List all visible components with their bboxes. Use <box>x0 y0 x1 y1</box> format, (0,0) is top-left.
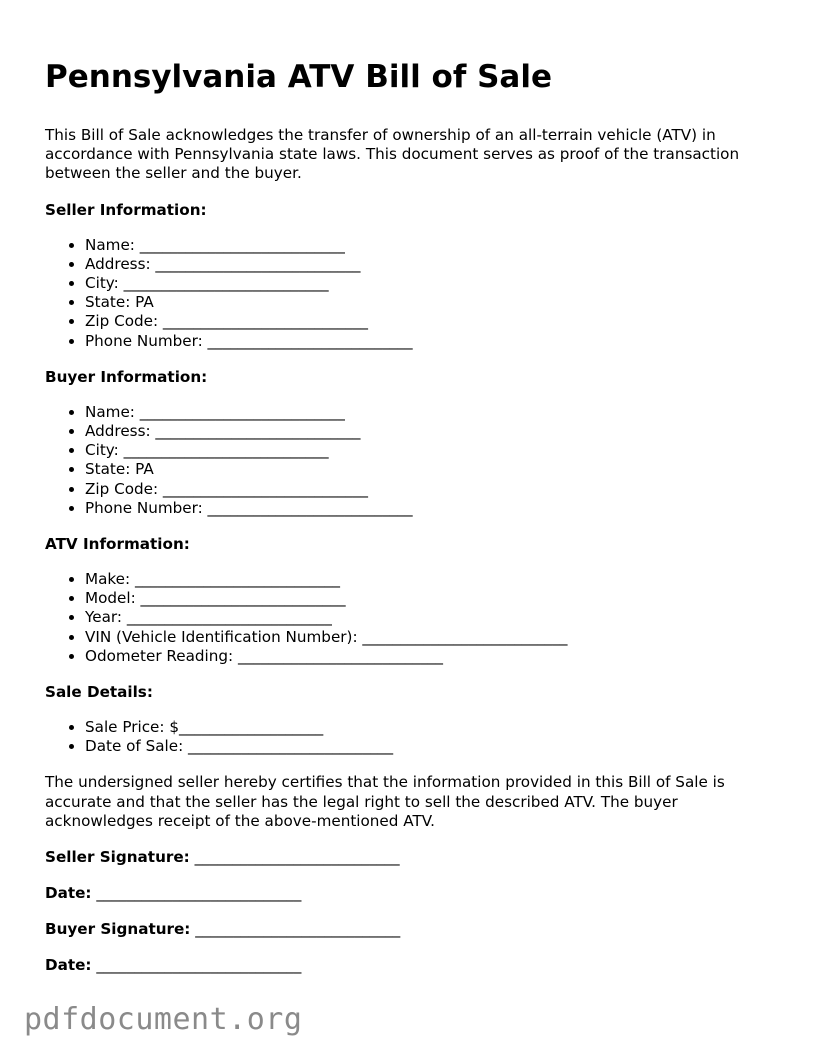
seller-signature-blank[interactable]: ___________________________ <box>194 848 400 867</box>
certification-paragraph: The undersigned seller hereby certifies that the information provided in this Bill of Sale is accurate and that the seller has the legal right to sell the described ATV. The buyer acknowledges receipt of the above-mentioned ATV. <box>45 773 725 830</box>
buyer-date-label: Date: <box>45 956 92 975</box>
seller-date-line[interactable] <box>45 884 780 903</box>
atv-model-field[interactable]: • Model: ___________________________ <box>85 589 780 608</box>
buyer-name-field[interactable]: • Name: ___________________________ <box>85 403 780 422</box>
sale-heading: Sale Details: <box>45 683 153 702</box>
buyer-phone-field[interactable]: • Phone Number: ___________________________ <box>85 499 780 518</box>
seller-section <box>45 201 780 351</box>
seller-phone-field[interactable]: • Phone Number: ___________________________ <box>85 332 780 351</box>
atv-make-field[interactable]: • Make: ___________________________ <box>85 570 780 589</box>
seller-signature-label: Seller Signature: <box>45 848 190 867</box>
buyer-heading: Buyer Information: <box>45 367 208 386</box>
sale-date-field[interactable]: • Date of Sale: ___________________________ <box>85 737 780 756</box>
seller-city-field[interactable]: • City: ___________________________ <box>85 274 780 293</box>
seller-state-field: • State: PA <box>85 293 780 312</box>
buyer-signature-label: Buyer Signature: <box>45 920 191 939</box>
seller-address-field[interactable]: • Address: ___________________________ <box>85 255 780 274</box>
document-page <box>45 56 780 975</box>
site-watermark: pdfdocument.org <box>24 1002 303 1037</box>
intro-paragraph: This Bill of Sale acknowledges the transfer of ownership of an all-terrain vehicle (ATV) in accordance with Pennsylvania state laws. This document serves as proof of the transaction between the seller and the buyer. <box>45 126 740 183</box>
atv-vin-field[interactable]: • VIN (Vehicle Identification Number): ___________________________ <box>85 628 780 647</box>
buyer-date-blank[interactable]: ___________________________ <box>96 956 302 975</box>
seller-name-field[interactable]: • Name: ___________________________ <box>85 236 780 255</box>
atv-section <box>45 535 780 666</box>
buyer-city-field[interactable]: • City: ___________________________ <box>85 441 780 460</box>
buyer-field-list <box>45 403 780 518</box>
atv-field-list <box>45 570 780 666</box>
seller-signature-line[interactable] <box>45 848 780 867</box>
buyer-section <box>45 368 780 518</box>
document-title: Pennsylvania ATV Bill of Sale <box>45 59 552 95</box>
seller-heading: Seller Information: <box>45 200 207 219</box>
buyer-signature-blank[interactable]: ___________________________ <box>195 920 401 939</box>
seller-field-list <box>45 236 780 351</box>
atv-year-field[interactable]: • Year: ___________________________ <box>85 608 780 627</box>
sale-section <box>45 683 780 756</box>
seller-zip-field[interactable]: • Zip Code: ___________________________ <box>85 312 780 331</box>
seller-date-label: Date: <box>45 884 92 903</box>
buyer-signature-line[interactable] <box>45 920 780 939</box>
buyer-address-field[interactable]: • Address: ___________________________ <box>85 422 780 441</box>
sale-field-list <box>45 718 780 756</box>
buyer-state-field: • State: PA <box>85 460 780 479</box>
buyer-zip-field[interactable]: • Zip Code: ___________________________ <box>85 480 780 499</box>
atv-heading: ATV Information: <box>45 535 190 554</box>
buyer-date-line[interactable] <box>45 956 780 975</box>
sale-price-field[interactable]: • Sale Price: $___________________ <box>85 718 780 737</box>
seller-date-blank[interactable]: ___________________________ <box>96 884 302 903</box>
atv-odometer-field[interactable]: • Odometer Reading: ___________________________ <box>85 647 780 666</box>
